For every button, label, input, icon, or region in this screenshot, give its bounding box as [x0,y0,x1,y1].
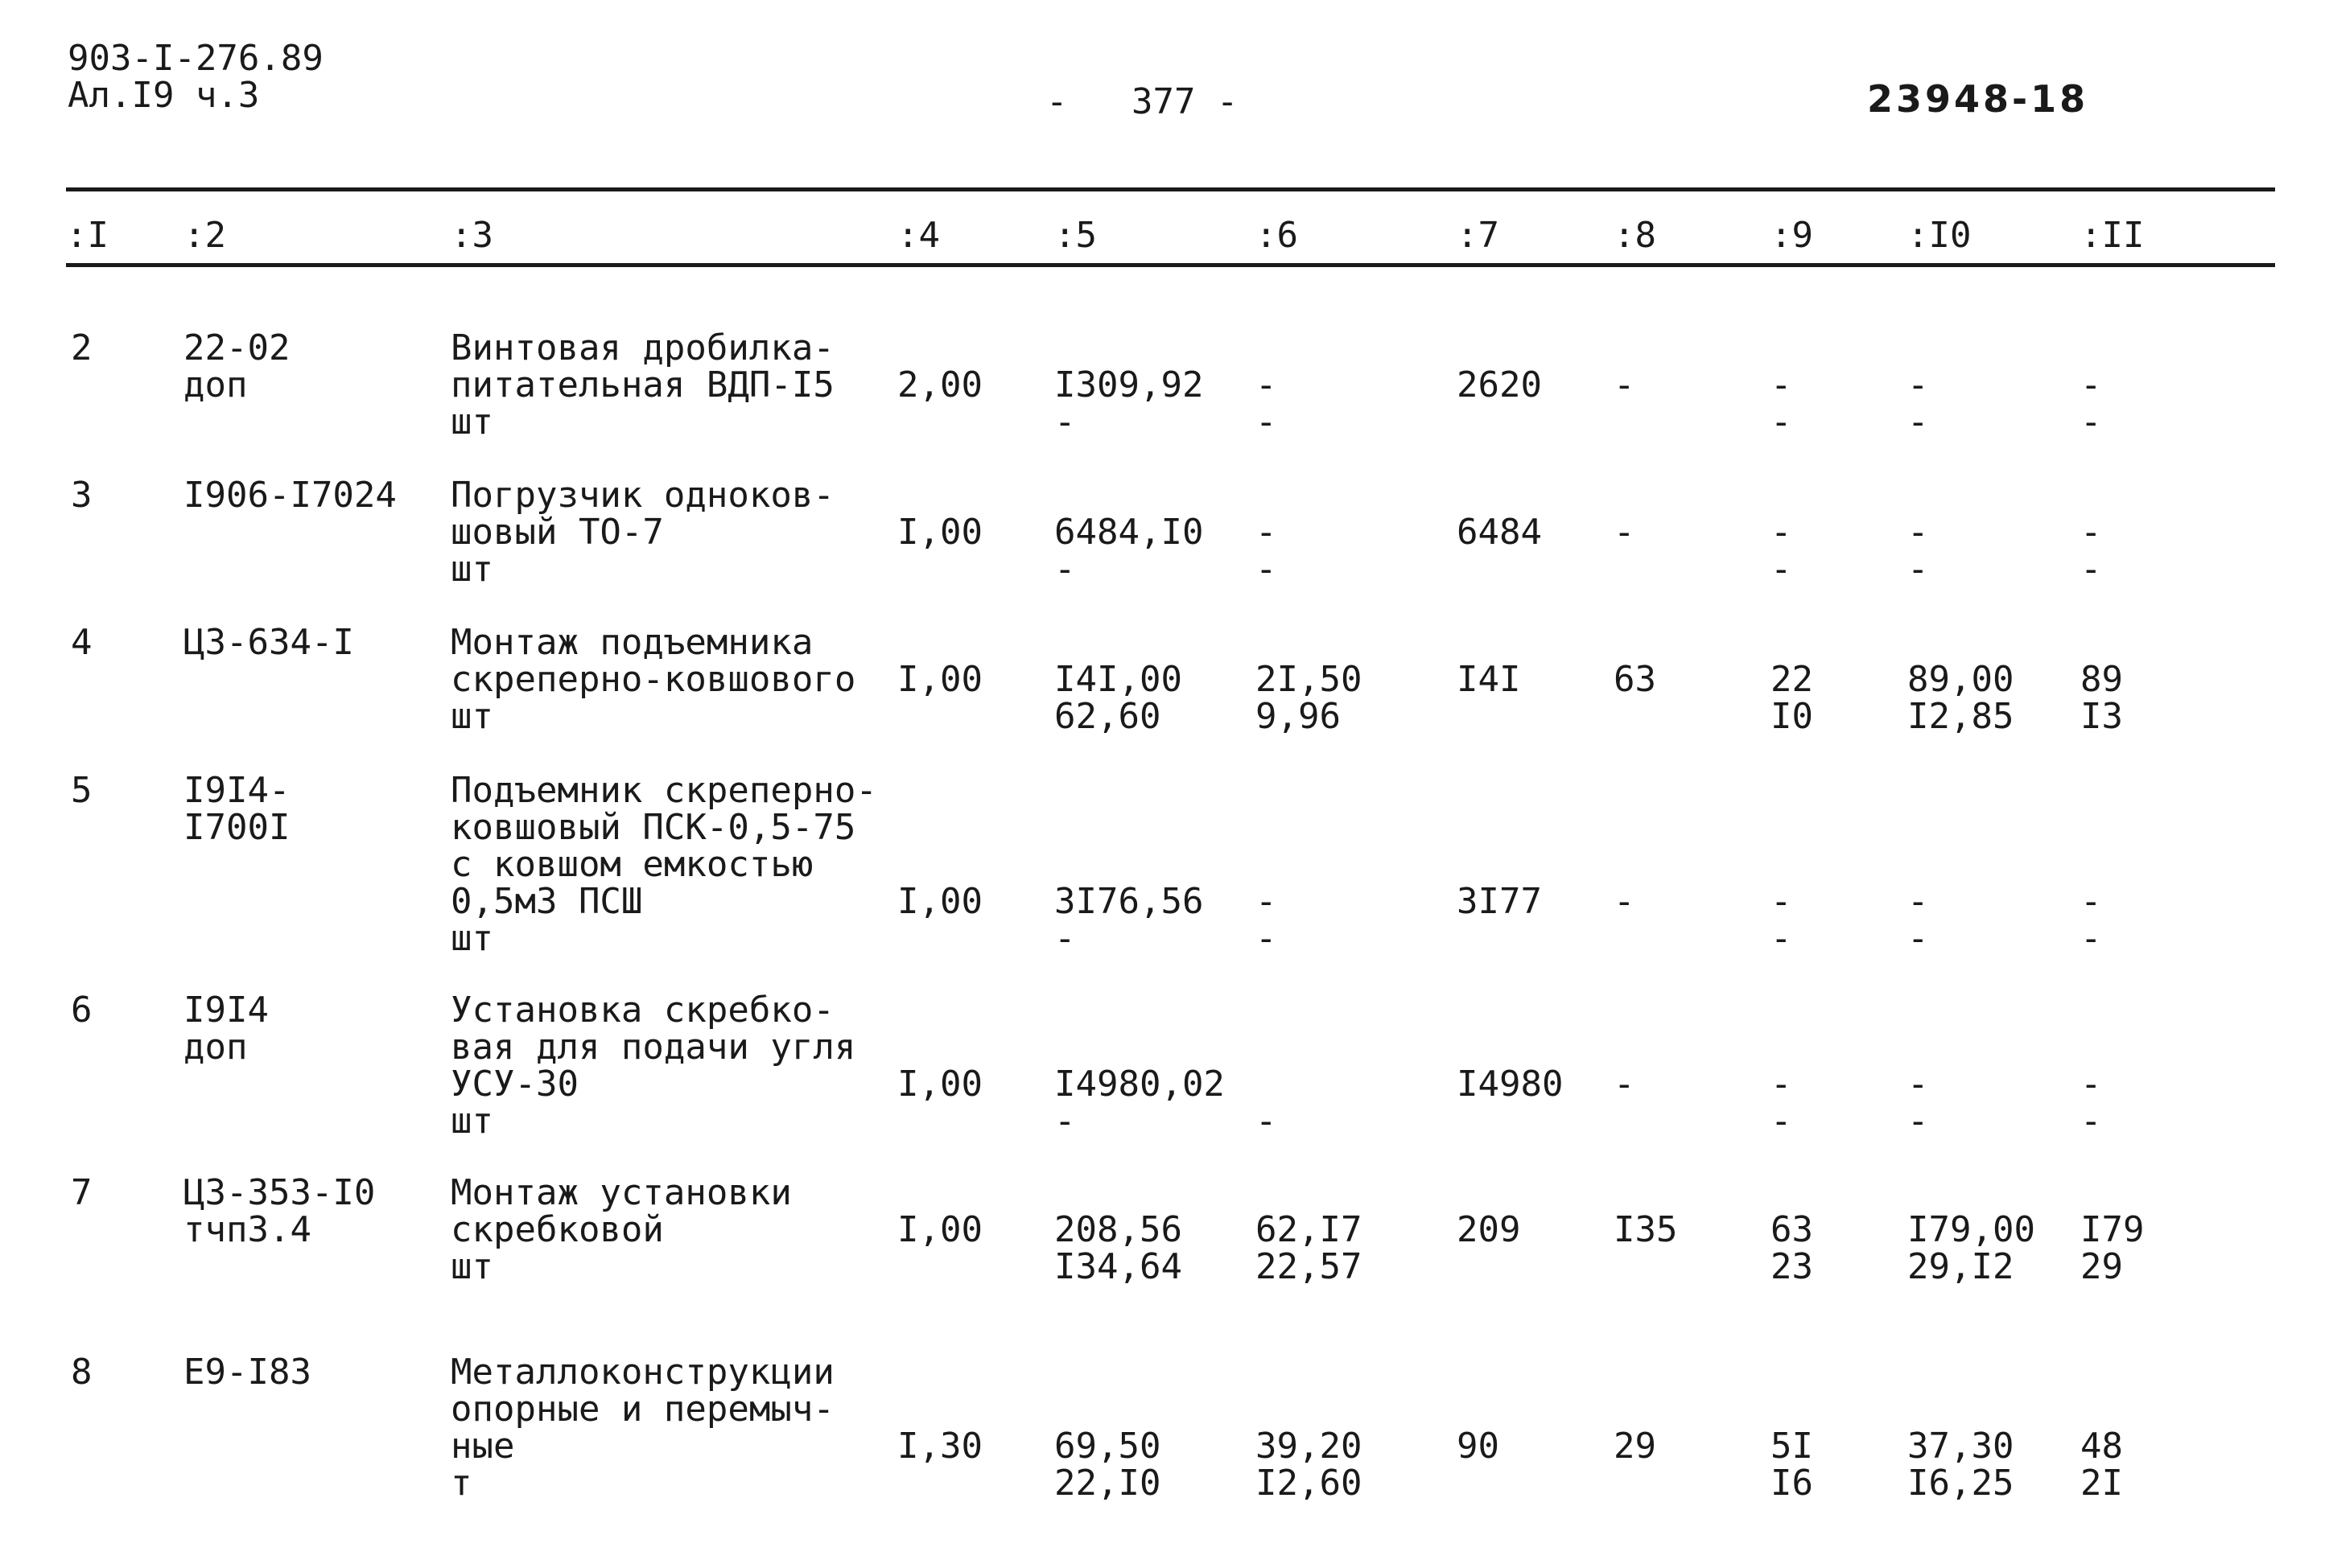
quantity: 2,00 [897,364,983,405]
cell-col7: 6484 [1457,512,1542,553]
cell-col5: I309,92 - [1054,364,1204,442]
quantity: I,00 [897,659,983,700]
item-code: 22-02 доп [183,327,291,405]
cell-col6: - - [1255,512,1277,590]
cell-col7: 90 [1457,1426,1499,1467]
row-number: 6 [71,990,93,1031]
cell-col8: - [1614,1064,1635,1105]
item-code: I9I4 доп [183,990,269,1068]
cell-col5: 6484,I0 - [1054,512,1204,590]
cell-col9: 63 23 [1770,1209,1813,1287]
row-number: 3 [71,475,93,516]
column-header-10: :I0 [1907,215,1972,256]
cell-col5: 3I76,56 - [1054,881,1204,959]
cell-col7: 2620 [1457,364,1542,405]
cell-col9: - - [1770,364,1792,442]
cell-col9: - - [1770,512,1792,590]
row-number: 8 [71,1352,93,1393]
cell-col8: 29 [1614,1426,1656,1467]
item-name: Монтаж подъемника скреперно-ковшового шт [451,622,856,737]
cell-col9: - - [1770,881,1792,959]
cell-col6: - - [1255,364,1277,442]
item-code: Е9-I83 [183,1352,311,1393]
cell-col10: 37,30 I6,25 [1907,1426,2014,1504]
item-name: Подъемник скреперно- ковшовый ПСК-0,5-75 с ковшом емкостью 0,5м3 ПСШ шт [451,770,877,959]
item-code: I9I4- I700I [183,770,291,848]
quantity: I,00 [897,1064,983,1105]
cell-col5: I4980,02 - [1054,1064,1225,1142]
cell-col11: - - [2080,881,2102,959]
cell-col10: - - [1907,364,1929,442]
cell-col5: I4I,00 62,60 [1054,659,1182,737]
cell-col5: 208,56 I34,64 [1054,1209,1182,1287]
cell-col8: - [1614,881,1635,922]
cell-col6: - - [1255,881,1277,959]
cell-col10: - - [1907,512,1929,590]
row-number: 4 [71,622,93,663]
cell-col11: - - [2080,364,2102,442]
cell-col8: 63 [1614,659,1656,700]
row-number: 5 [71,770,93,811]
cell-col8: - [1614,364,1635,405]
page-number: - 377 - [1046,81,1239,122]
cell-col7: 3I77 [1457,881,1542,922]
cell-col11: I79 29 [2080,1209,2145,1287]
row-number: 2 [71,327,93,368]
cell-col10: - - [1907,1064,1929,1142]
cell-col6: 39,20 I2,60 [1255,1426,1362,1504]
column-header-3: :3 [451,215,493,256]
cell-col8: I35 [1614,1209,1678,1250]
cell-col11: 48 2I [2080,1426,2123,1504]
stamp-number: 23948-18 [1867,77,2089,121]
column-header-8: :8 [1614,215,1656,256]
column-header-9: :9 [1770,215,1813,256]
column-header-6: :6 [1255,215,1298,256]
cell-col8: - [1614,512,1635,553]
cell-col10: 89,00 I2,85 [1907,659,2014,737]
header-top-rule [66,187,2275,191]
document-sheet: Ал.I9 ч.3 [68,75,260,116]
cell-col7: 209 [1457,1209,1521,1250]
cell-col10: I79,00 29,I2 [1907,1209,2035,1287]
item-name: Винтовая дробилка- питательная ВДП-I5 шт [451,327,835,442]
item-code: ЦЗ-634-I [183,622,354,663]
column-header-2: :2 [183,215,226,256]
item-name: Металлоконструкции опорные и перемыч- ные т [451,1352,835,1504]
quantity: I,00 [897,1209,983,1250]
row-number: 7 [71,1172,93,1213]
item-code: ЦЗ-353-I0 тчп3.4 [183,1172,376,1250]
quantity: I,30 [897,1426,983,1467]
column-header-7: :7 [1457,215,1499,256]
quantity: I,00 [897,512,983,553]
item-name: Погрузчик одноков- шовый ТО-7 шт [451,475,835,590]
column-header-5: :5 [1054,215,1097,256]
cell-col11: 89 I3 [2080,659,2123,737]
column-header-1: :I [66,215,109,256]
cell-col9: 22 I0 [1770,659,1813,737]
cell-col7: I4980 [1457,1064,1564,1105]
column-header-11: :II [2080,215,2145,256]
document-code: 903-I-276.89 [68,38,324,79]
column-header-4: :4 [897,215,940,256]
cell-col6: - [1255,1101,1277,1142]
item-name: Установка скребко- вая для подачи угля УСУ-30 шт [451,990,856,1142]
cell-col10: - - [1907,881,1929,959]
cell-col11: - - [2080,1064,2102,1142]
cell-col6: 2I,50 9,96 [1255,659,1362,737]
cell-col9: 5I I6 [1770,1426,1813,1504]
cell-col7: I4I [1457,659,1521,700]
cell-col9: - - [1770,1064,1792,1142]
quantity: I,00 [897,881,983,922]
cell-col11: - - [2080,512,2102,590]
item-name: Монтаж установки скребковой шт [451,1172,792,1287]
header-bottom-rule [66,263,2275,267]
cell-col6: 62,I7 22,57 [1255,1209,1362,1287]
item-code: I906-I7024 [183,475,397,516]
cell-col5: 69,50 22,I0 [1054,1426,1161,1504]
